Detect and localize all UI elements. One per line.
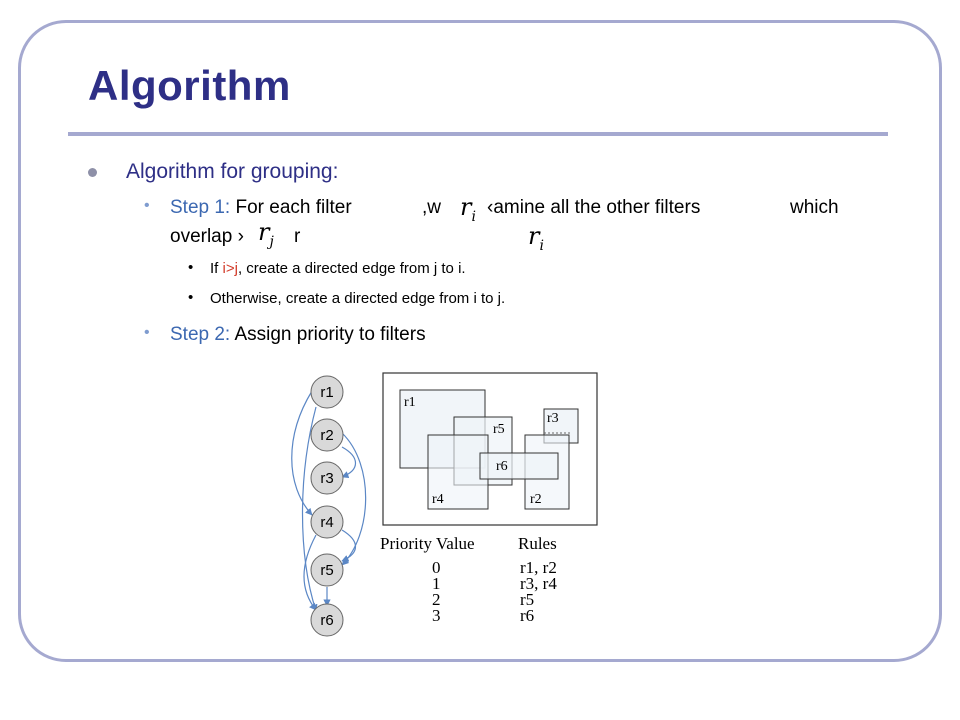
rect-r6	[480, 453, 558, 479]
slide-title: Algorithm	[88, 62, 291, 109]
condition-text: i>j	[222, 260, 238, 277]
rect-label: r6	[496, 459, 508, 474]
svg-text:r5: r5	[320, 562, 334, 579]
step1-text-d: which	[790, 197, 839, 218]
table-value: 3	[432, 606, 441, 625]
step1-text-f: r	[294, 226, 301, 247]
step1-text-c: ‹amine all the other filters	[487, 197, 701, 218]
step1-text-a: For each filter	[235, 197, 352, 218]
title-divider	[68, 132, 888, 136]
table-value: 1	[432, 574, 441, 593]
table-rules: r1, r2	[520, 558, 557, 577]
grouping-figure	[280, 365, 610, 650]
sub-bullet-if: • If i>j, create a directed edge from j to i.	[188, 259, 466, 277]
rect-label: r3	[547, 411, 559, 426]
bullet-dot-icon	[88, 168, 97, 177]
step1-text-b: ,w	[422, 197, 441, 218]
rect-label: r1	[404, 395, 416, 410]
sub-bullet-otherwise: • Otherwise, create a directed edge from i to j.	[188, 289, 506, 307]
math-rj: $r_j$	[258, 218, 274, 250]
edge-r1-r4	[292, 391, 312, 515]
svg-text:r6: r6	[320, 612, 334, 629]
sub-bullet-dot-icon: •	[188, 289, 194, 306]
table-value: 2	[432, 590, 441, 609]
rect-label: r2	[530, 492, 542, 507]
graph-node	[311, 462, 343, 494]
graph-node	[311, 554, 343, 586]
edge-r2-r3	[342, 447, 356, 477]
step2-bullet-icon: •	[144, 324, 150, 341]
bullet-text: Algorithm for grouping:	[126, 160, 339, 183]
step2-label: Step 2:	[170, 324, 231, 345]
step1-label: Step 1:	[170, 197, 231, 218]
graph-node	[311, 506, 343, 538]
step2-line	[144, 324, 426, 346]
table-rules: r3, r4	[520, 574, 557, 593]
table-header-priority: Priority Value	[380, 534, 475, 553]
rules-overlap-diagram	[383, 373, 597, 525]
table-header-rules: Rules	[518, 534, 557, 553]
svg-text:r2: r2	[320, 427, 334, 444]
step2-text: Assign priority to filters	[234, 324, 426, 345]
edge-r2-r5	[342, 433, 366, 565]
step1-line	[144, 197, 352, 219]
math-ri: $r_i$	[460, 193, 476, 225]
graph-node	[311, 376, 343, 408]
rect-label: r4	[432, 492, 444, 507]
svg-text:r3: r3	[320, 470, 334, 487]
sub-bullet-dot-icon: •	[188, 259, 194, 276]
graph-node	[311, 604, 343, 636]
table-rules: r5	[520, 590, 535, 609]
step1-bullet-icon: •	[144, 197, 150, 214]
table-rules: r6	[520, 606, 535, 625]
table-value: 0	[432, 558, 441, 577]
step1-text-e: overlap ›	[170, 226, 244, 247]
svg-text:r4: r4	[320, 514, 334, 531]
math-ri-2: $r_i$	[528, 222, 544, 254]
rect-label: r5	[493, 422, 505, 437]
svg-text:r1: r1	[320, 384, 334, 401]
graph-node	[311, 419, 343, 451]
priority-table	[380, 534, 557, 625]
